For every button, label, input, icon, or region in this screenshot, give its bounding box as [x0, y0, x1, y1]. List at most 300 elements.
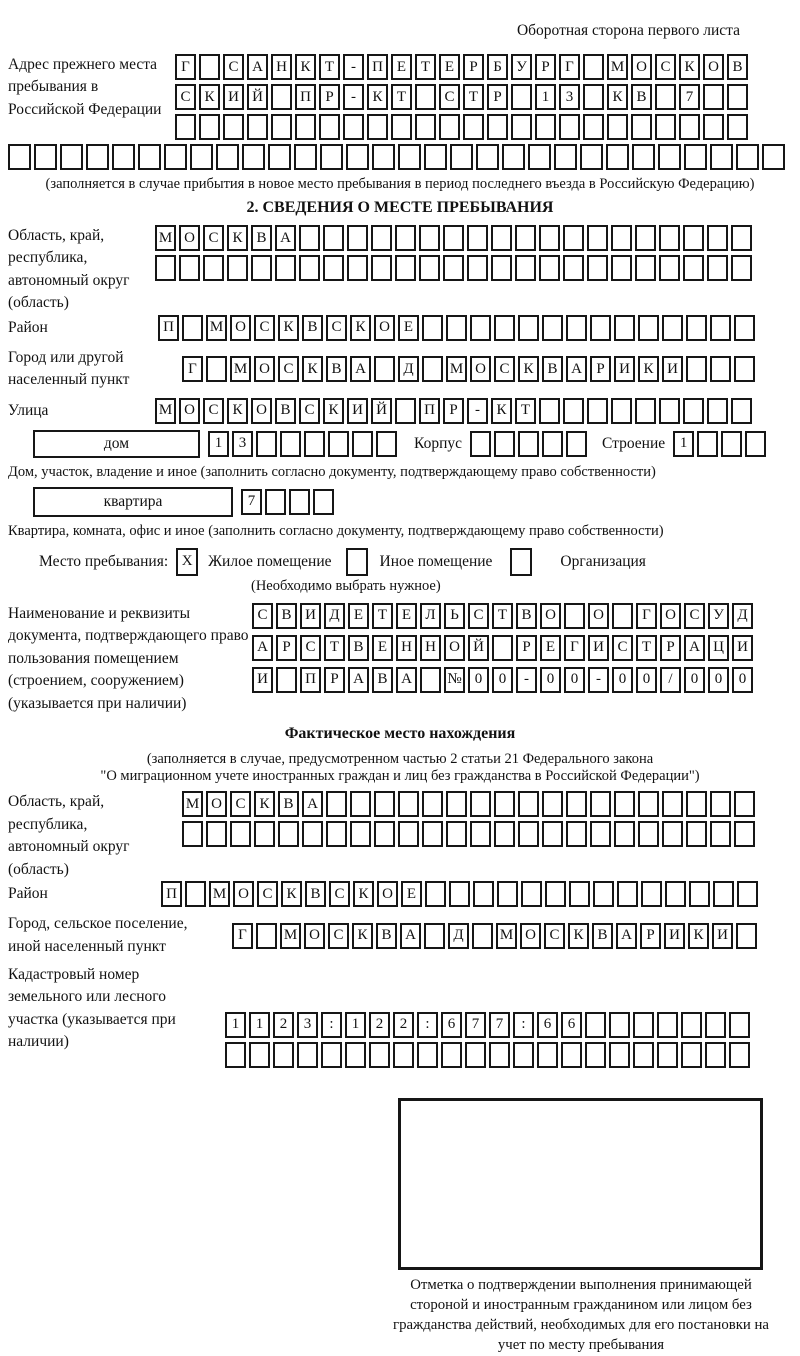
char-cell: /: [660, 667, 681, 693]
char-cell: [617, 881, 638, 907]
char-cell: [470, 791, 491, 817]
char-cell: [587, 398, 608, 424]
char-cell: М: [607, 54, 628, 80]
cells-row: [182, 356, 758, 382]
apartment-caption: Квартира, комната, офис и иное (заполнить согласно документу, подтверждающему право собственности): [8, 522, 664, 539]
char-cell: [635, 255, 656, 281]
char-cell: [297, 1042, 318, 1068]
char-cell: В: [348, 635, 369, 661]
char-cell: Т: [492, 603, 513, 629]
char-cell: [446, 791, 467, 817]
char-cell: [164, 144, 187, 170]
char-cell: [657, 1042, 678, 1068]
char-cell: [60, 144, 83, 170]
char-cell: [662, 821, 683, 847]
char-cell: С: [329, 881, 350, 907]
char-cell: В: [592, 923, 613, 949]
char-cell: В: [275, 398, 296, 424]
char-cell: [271, 114, 292, 140]
char-cell: [734, 791, 755, 817]
char-cell: [521, 881, 542, 907]
char-cell: 3: [297, 1012, 318, 1038]
char-cell: [590, 791, 611, 817]
raion-field: [8, 315, 792, 341]
char-cell: [276, 667, 297, 693]
char-cell: Р: [319, 84, 340, 110]
char-cell: О: [377, 881, 398, 907]
char-cell: [583, 114, 604, 140]
char-cell: [230, 821, 251, 847]
char-cell: [251, 255, 272, 281]
char-cell: Й: [371, 398, 392, 424]
selection-note: (Необходимо выбрать нужное): [251, 577, 441, 594]
stamp-caption: Отметка о подтверждении выполнения принимающей стороной и иностранным гражданином или лицом без гражданства действий, необходимых для его постановки на учет по месту пребывания: [393, 1276, 769, 1353]
char-cell: [515, 225, 536, 251]
korpus-label: Корпус: [414, 434, 462, 452]
cells-row: [225, 1042, 753, 1068]
cells-row: [252, 603, 756, 629]
char-cell: В: [376, 923, 397, 949]
char-cell: М: [230, 356, 251, 382]
char-cell: [528, 144, 551, 170]
char-cell: [494, 821, 515, 847]
char-cell: [422, 821, 443, 847]
char-cell: [513, 1042, 534, 1068]
char-cell: [537, 1042, 558, 1068]
char-cell: [657, 1012, 678, 1038]
char-cell: [185, 881, 206, 907]
char-cell: К: [688, 923, 709, 949]
char-cell: [352, 431, 373, 457]
char-cell: [280, 431, 301, 457]
char-cell: [470, 431, 491, 457]
char-cell: [542, 431, 563, 457]
char-cell: И: [300, 603, 321, 629]
char-cell: [34, 144, 57, 170]
char-cell: 1: [673, 431, 694, 457]
char-cell: К: [352, 923, 373, 949]
document-rows: [252, 603, 756, 699]
cells-row: [470, 431, 590, 457]
cells-row: [161, 881, 761, 907]
char-cell: [612, 603, 633, 629]
char-cell: С: [254, 315, 275, 341]
char-cell: [249, 1042, 270, 1068]
char-cell: [326, 791, 347, 817]
char-cell: [542, 315, 563, 341]
char-cell: [554, 144, 577, 170]
house-line: [8, 430, 792, 458]
char-cell: [707, 225, 728, 251]
char-cell: [638, 821, 659, 847]
char-cell: К: [353, 881, 374, 907]
char-cell: С: [175, 84, 196, 110]
char-cell: [681, 1042, 702, 1068]
char-cell: [367, 114, 388, 140]
char-cell: И: [614, 356, 635, 382]
char-cell: В: [326, 356, 347, 382]
char-cell: Е: [396, 603, 417, 629]
char-cell: [705, 1012, 726, 1038]
char-cell: М: [446, 356, 467, 382]
char-cell: [659, 225, 680, 251]
char-cell: [638, 791, 659, 817]
char-cell: 3: [559, 84, 580, 110]
char-cell: [559, 114, 580, 140]
char-cell: М: [182, 791, 203, 817]
char-cell: [295, 114, 316, 140]
char-cell: [443, 255, 464, 281]
char-cell: [425, 881, 446, 907]
char-cell: [737, 881, 758, 907]
char-cell: [321, 1042, 342, 1068]
char-cell: [299, 225, 320, 251]
char-cell: Й: [247, 84, 268, 110]
char-cell: [497, 881, 518, 907]
char-cell: К: [227, 398, 248, 424]
char-cell: И: [664, 923, 685, 949]
char-cell: У: [708, 603, 729, 629]
char-cell: [441, 1042, 462, 1068]
char-cell: [182, 315, 203, 341]
char-cell: [569, 881, 590, 907]
char-cell: [585, 1012, 606, 1038]
char-cell: 6: [561, 1012, 582, 1038]
char-cell: К: [350, 315, 371, 341]
char-cell: [736, 144, 759, 170]
char-cell: [609, 1012, 630, 1038]
char-cell: [476, 144, 499, 170]
char-cell: К: [227, 225, 248, 251]
char-cell: [564, 603, 585, 629]
section2-title: 2. СВЕДЕНИЯ О МЕСТЕ ПРЕБЫВАНИЯ: [246, 199, 554, 216]
char-cell: [494, 315, 515, 341]
char-cell: [347, 255, 368, 281]
checkbox-inoe: [346, 548, 368, 576]
char-cell: [539, 398, 560, 424]
char-cell: О: [444, 635, 465, 661]
char-cell: [658, 144, 681, 170]
place-of-stay-line: [39, 548, 792, 576]
char-cell: [683, 398, 704, 424]
char-cell: [350, 791, 371, 817]
char-cell: О: [179, 398, 200, 424]
char-cell: [641, 881, 662, 907]
char-cell: [420, 667, 441, 693]
char-cell: [563, 255, 584, 281]
cells-row: [158, 315, 758, 341]
char-cell: А: [566, 356, 587, 382]
actual-location-note-1: (заполняется в случае, предусмотренном частью 2 статьи 21 Федерального закона: [146, 751, 654, 768]
char-cell: [590, 315, 611, 341]
raion2-field: [8, 881, 792, 907]
char-cell: [347, 225, 368, 251]
char-cell: А: [348, 667, 369, 693]
char-cell: [697, 431, 718, 457]
prev-address-block: [8, 54, 792, 144]
char-cell: 0: [732, 667, 753, 693]
char-cell: 0: [684, 667, 705, 693]
kvartira-box: квартира: [33, 487, 233, 517]
char-cell: [683, 225, 704, 251]
char-cell: А: [302, 791, 323, 817]
char-cell: В: [542, 356, 563, 382]
char-cell: [587, 255, 608, 281]
char-cell: [731, 398, 752, 424]
char-cell: [734, 315, 755, 341]
char-cell: [631, 114, 652, 140]
char-cell: [225, 1042, 246, 1068]
char-cell: 7: [679, 84, 700, 110]
char-cell: А: [684, 635, 705, 661]
char-cell: 7: [241, 489, 262, 515]
char-cell: О: [179, 225, 200, 251]
gorod-field: [8, 347, 792, 392]
char-cell: Р: [443, 398, 464, 424]
char-cell: [686, 315, 707, 341]
char-cell: [762, 144, 785, 170]
char-cell: [665, 881, 686, 907]
char-cell: О: [631, 54, 652, 80]
char-cell: [539, 225, 560, 251]
char-cell: [446, 315, 467, 341]
char-cell: Т: [636, 635, 657, 661]
char-cell: В: [305, 881, 326, 907]
char-cell: А: [350, 356, 371, 382]
cells-row: [8, 144, 792, 170]
char-cell: [734, 821, 755, 847]
char-cell: П: [158, 315, 179, 341]
char-cell: [242, 144, 265, 170]
oblast2-field: [8, 791, 792, 881]
char-cell: М: [496, 923, 517, 949]
char-cell: Ц: [708, 635, 729, 661]
char-cell: 1: [249, 1012, 270, 1038]
char-cell: [463, 114, 484, 140]
char-cell: Т: [415, 54, 436, 80]
char-cell: [443, 225, 464, 251]
char-cell: [611, 225, 632, 251]
cells-row: [232, 923, 760, 949]
char-cell: 0: [540, 667, 561, 693]
oblast-rows: [155, 225, 755, 285]
char-cell: [659, 398, 680, 424]
char-cell: [614, 315, 635, 341]
char-cell: [585, 1042, 606, 1068]
char-cell: [580, 144, 603, 170]
char-cell: [727, 114, 748, 140]
char-cell: [372, 144, 395, 170]
char-cell: Т: [324, 635, 345, 661]
char-cell: К: [199, 84, 220, 110]
char-cell: Г: [559, 54, 580, 80]
char-cell: [273, 1042, 294, 1068]
char-cell: Е: [540, 635, 561, 661]
char-cell: С: [300, 635, 321, 661]
raion-label: Район: [8, 318, 48, 336]
char-cell: Н: [271, 54, 292, 80]
char-cell: [561, 1042, 582, 1068]
char-cell: [518, 315, 539, 341]
char-cell: С: [612, 635, 633, 661]
char-cell: В: [372, 667, 393, 693]
char-cell: [655, 84, 676, 110]
char-cell: [376, 431, 397, 457]
char-cell: [614, 821, 635, 847]
char-cell: 1: [225, 1012, 246, 1038]
char-cell: [398, 821, 419, 847]
char-cell: -: [467, 398, 488, 424]
char-cell: [422, 356, 443, 382]
char-cell: С: [278, 356, 299, 382]
dom-box: дом: [33, 430, 200, 458]
char-cell: К: [281, 881, 302, 907]
char-cell: [449, 881, 470, 907]
char-cell: [563, 398, 584, 424]
char-cell: И: [347, 398, 368, 424]
char-cell: -: [516, 667, 537, 693]
char-cell: К: [302, 356, 323, 382]
char-cell: [398, 144, 421, 170]
char-cell: [563, 225, 584, 251]
cells-row: [175, 84, 751, 110]
char-cell: К: [295, 54, 316, 80]
char-cell: [422, 791, 443, 817]
header-note: Оборотная сторона первого листа: [516, 22, 740, 39]
char-cell: [614, 791, 635, 817]
char-cell: Е: [372, 635, 393, 661]
char-cell: 7: [489, 1012, 510, 1038]
char-cell: [703, 114, 724, 140]
char-cell: [731, 225, 752, 251]
char-cell: [138, 144, 161, 170]
char-cell: [686, 356, 707, 382]
char-cell: 0: [636, 667, 657, 693]
checkbox-org: [510, 548, 532, 576]
char-cell: [446, 821, 467, 847]
prev-address-rows: [175, 54, 751, 144]
char-cell: А: [400, 923, 421, 949]
char-cell: [638, 315, 659, 341]
char-cell: [611, 255, 632, 281]
char-cell: [302, 821, 323, 847]
cells-row: [155, 225, 755, 251]
char-cell: [494, 431, 515, 457]
char-cell: [371, 255, 392, 281]
char-cell: П: [300, 667, 321, 693]
char-cell: [707, 398, 728, 424]
char-cell: [606, 144, 629, 170]
prev-address-note: (заполняется в случае прибытия в новое место пребывания в период последнего въезда в Российскую Федерацию): [45, 176, 755, 192]
char-cell: [518, 791, 539, 817]
oblast-field: [8, 225, 792, 315]
char-cell: [415, 114, 436, 140]
char-cell: [727, 84, 748, 110]
char-cell: О: [254, 356, 275, 382]
char-cell: -: [588, 667, 609, 693]
char-cell: [689, 881, 710, 907]
cells-row: [241, 489, 337, 515]
char-cell: [535, 114, 556, 140]
char-cell: С: [655, 54, 676, 80]
char-cell: С: [328, 923, 349, 949]
cells-row: [208, 431, 400, 457]
char-cell: [633, 1012, 654, 1038]
gorod2-field: [8, 913, 792, 958]
char-cell: [662, 315, 683, 341]
char-cell: [256, 923, 277, 949]
char-cell: О: [374, 315, 395, 341]
char-cell: С: [494, 356, 515, 382]
char-cell: К: [568, 923, 589, 949]
char-cell: И: [223, 84, 244, 110]
char-cell: [590, 821, 611, 847]
char-cell: [566, 315, 587, 341]
char-cell: 6: [537, 1012, 558, 1038]
char-cell: [256, 431, 277, 457]
char-cell: [511, 114, 532, 140]
char-cell: [470, 315, 491, 341]
char-cell: [395, 255, 416, 281]
char-cell: Р: [590, 356, 611, 382]
char-cell: [199, 114, 220, 140]
char-cell: [299, 255, 320, 281]
char-cell: [472, 923, 493, 949]
char-cell: [679, 114, 700, 140]
char-cell: К: [367, 84, 388, 110]
stroenie-label: Строение: [602, 434, 666, 452]
char-cell: [566, 791, 587, 817]
char-cell: Е: [401, 881, 422, 907]
char-cell: О: [233, 881, 254, 907]
char-cell: [8, 144, 31, 170]
char-cell: У: [511, 54, 532, 80]
char-cell: [632, 144, 655, 170]
char-cell: [304, 431, 325, 457]
char-cell: [491, 255, 512, 281]
char-cell: [710, 821, 731, 847]
char-cell: [112, 144, 135, 170]
char-cell: В: [516, 603, 537, 629]
char-cell: [705, 1042, 726, 1068]
char-cell: [319, 114, 340, 140]
char-cell: В: [278, 791, 299, 817]
char-cell: [566, 431, 587, 457]
char-cell: П: [295, 84, 316, 110]
char-cell: 0: [708, 667, 729, 693]
char-cell: [566, 821, 587, 847]
char-cell: [710, 791, 731, 817]
char-cell: С: [468, 603, 489, 629]
char-cell: -: [343, 84, 364, 110]
char-cell: Е: [391, 54, 412, 80]
char-cell: [683, 255, 704, 281]
actual-location-note-2: "О миграционном учете иностранных граждан и лиц без гражданства в Российской Федерации"): [100, 768, 700, 785]
char-cell: [417, 1042, 438, 1068]
char-cell: [254, 821, 275, 847]
char-cell: [611, 398, 632, 424]
cadastre-rows: [225, 1012, 753, 1072]
char-cell: [395, 398, 416, 424]
char-cell: Е: [348, 603, 369, 629]
char-cell: О: [520, 923, 541, 949]
char-cell: [323, 225, 344, 251]
char-cell: [492, 635, 513, 661]
cadastre-field: [8, 964, 792, 1072]
char-cell: М: [280, 923, 301, 949]
char-cell: С: [252, 603, 273, 629]
char-cell: Т: [515, 398, 536, 424]
